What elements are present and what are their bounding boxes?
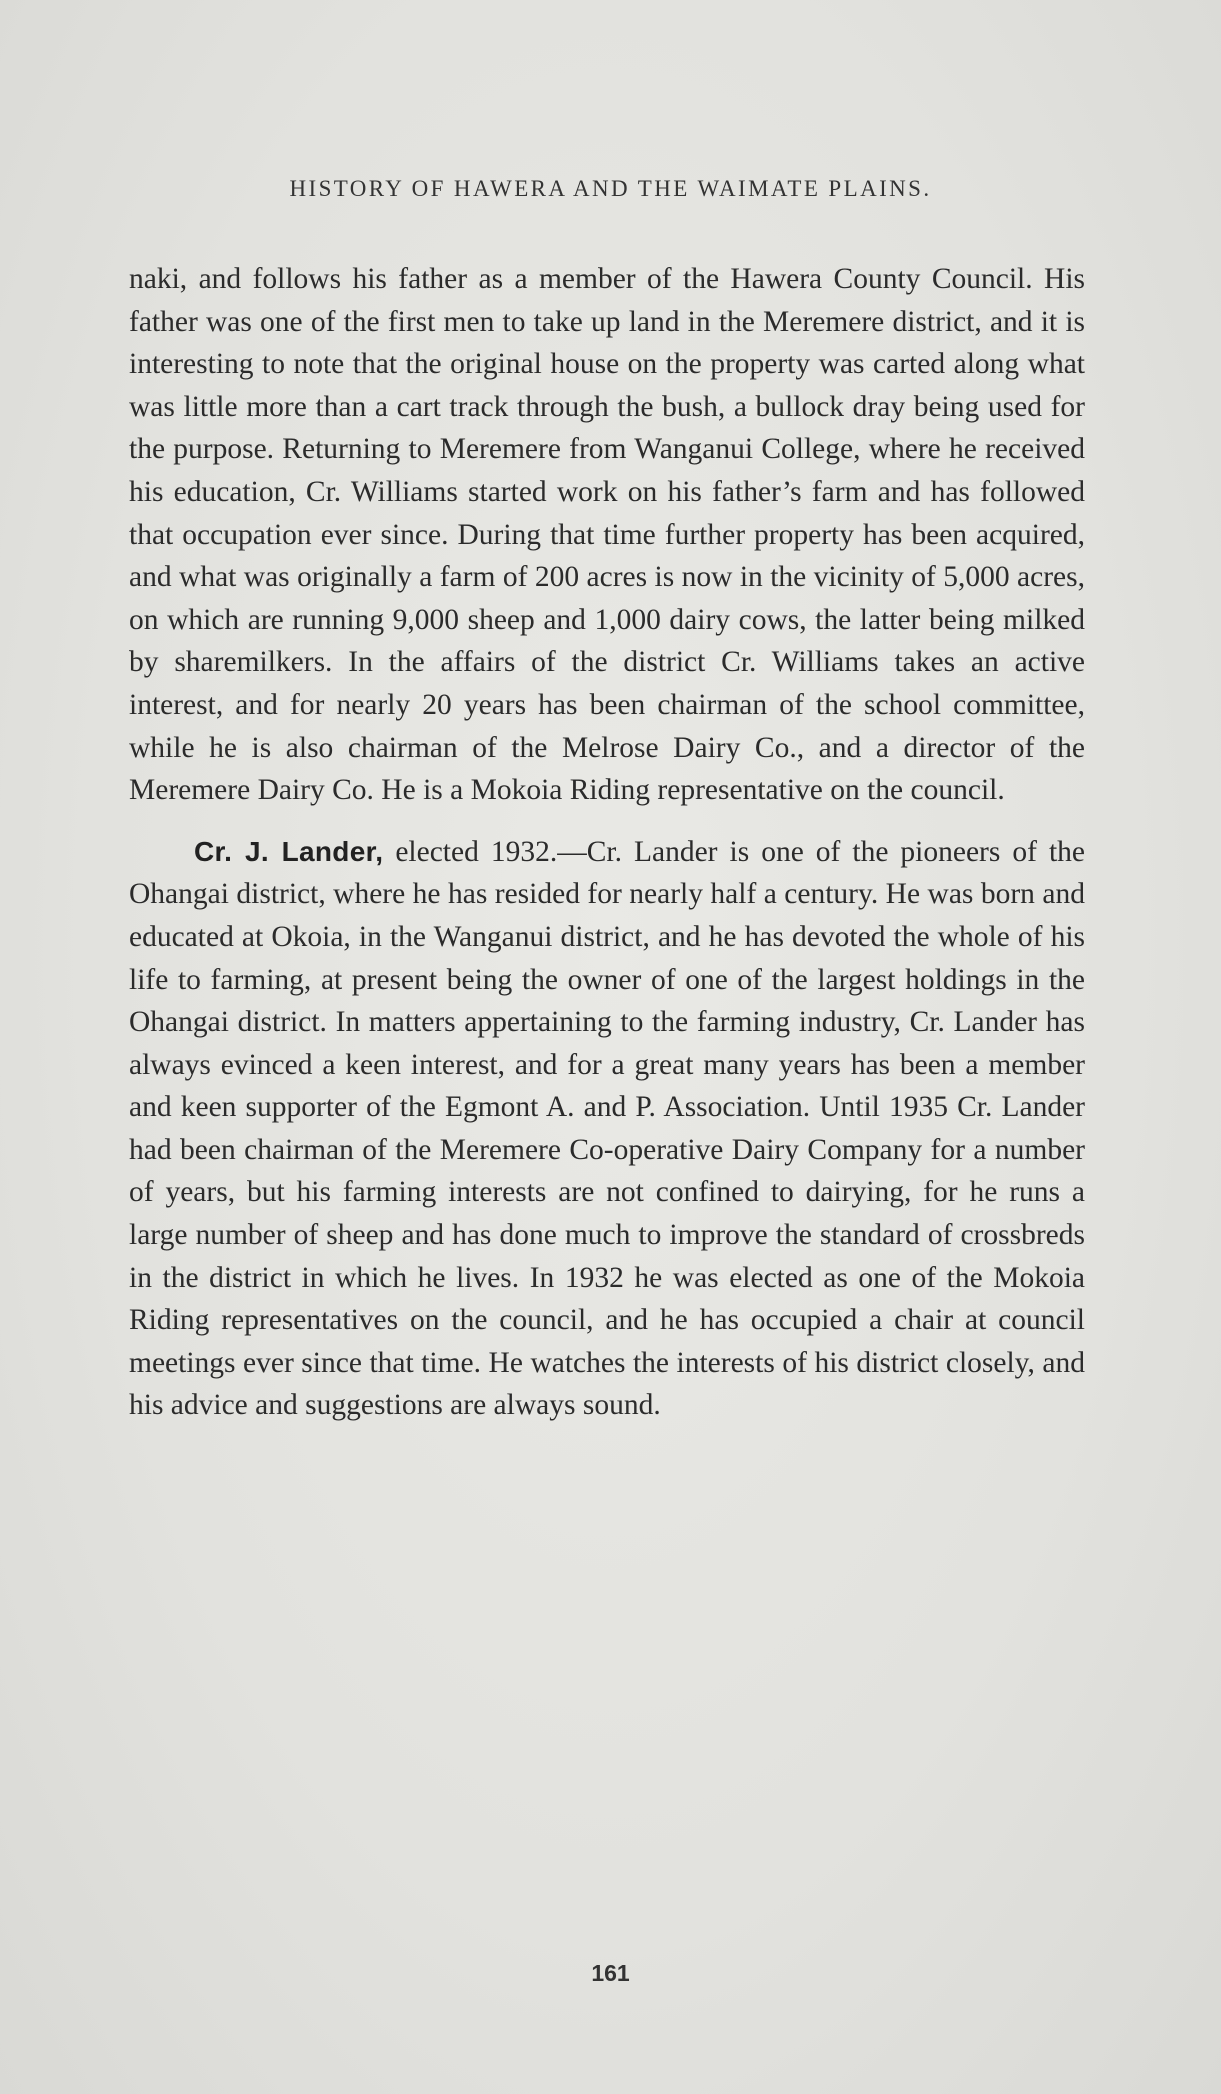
paragraph-lander-text: elected 1932.—Cr. Lander is one of the pioneers of the Ohangai district, where he has resided for nearly half a century. He was born and educated at Okoia, in the Wanganui district, and he has devoted the whole of his life to farming, at present being the owner of one of the largest holdings in the Ohangai district. In matters appertaining to the farming industry, Cr. Lander has always evinced a keen interest, and for a great many years has been a member and keen supporter of the Egmont A. and P. Association. Until 1935 Cr. Lander had been chairman of the Meremere Co-operative Dairy Company for a number of years, but his farming interests are not confined to dairying, for he runs a large number of sheep and has done much to improve the standard of crossbreds in the district in which he lives. In 1932 he was elected as one of the Mokoia Riding representatives on the council, and he has occupied a chair at council meetings ever since that time. He watches the interests of his district closely, and his advice and suggestions are always sound. <box>129 835 1085 1422</box>
running-head: HISTORY OF HAWERA AND THE WAIMATE PLAINS. <box>289 176 932 201</box>
paragraph-lander <box>129 831 1085 1427</box>
paragraph-williams: naki, and follows his father as a member of the Hawera County Council. His father was one of the first men to take up land in the Meremere district, and it is interesting to note that the original house on the property was carted along what was little more than a cart track through the bush, a bullock dray being used for the purpose. Returning to Meremere from Wanganui College, where he received his education, Cr. Williams started work on his father’s farm and has followed that occupation ever since. During that time further property has been acquired, and what was originally a farm of 200 acres is now in the vicinity of 5,000 acres, on which are running 9,000 sheep and 1,000 dairy cows, the latter being milked by sharemilkers. In the affairs of the district Cr. Williams takes an active interest, and for nearly 20 years has been chairman of the school committee, while he is also chairman of the Melrose Dairy Co., and a director of the Meremere Dairy Co. He is a Mokoia Riding representative on the council. <box>129 263 1085 807</box>
lead-name-lander: Cr. J. Lander, <box>194 835 384 867</box>
body-text <box>129 258 1085 1427</box>
page-number: 161 <box>591 1960 630 1986</box>
